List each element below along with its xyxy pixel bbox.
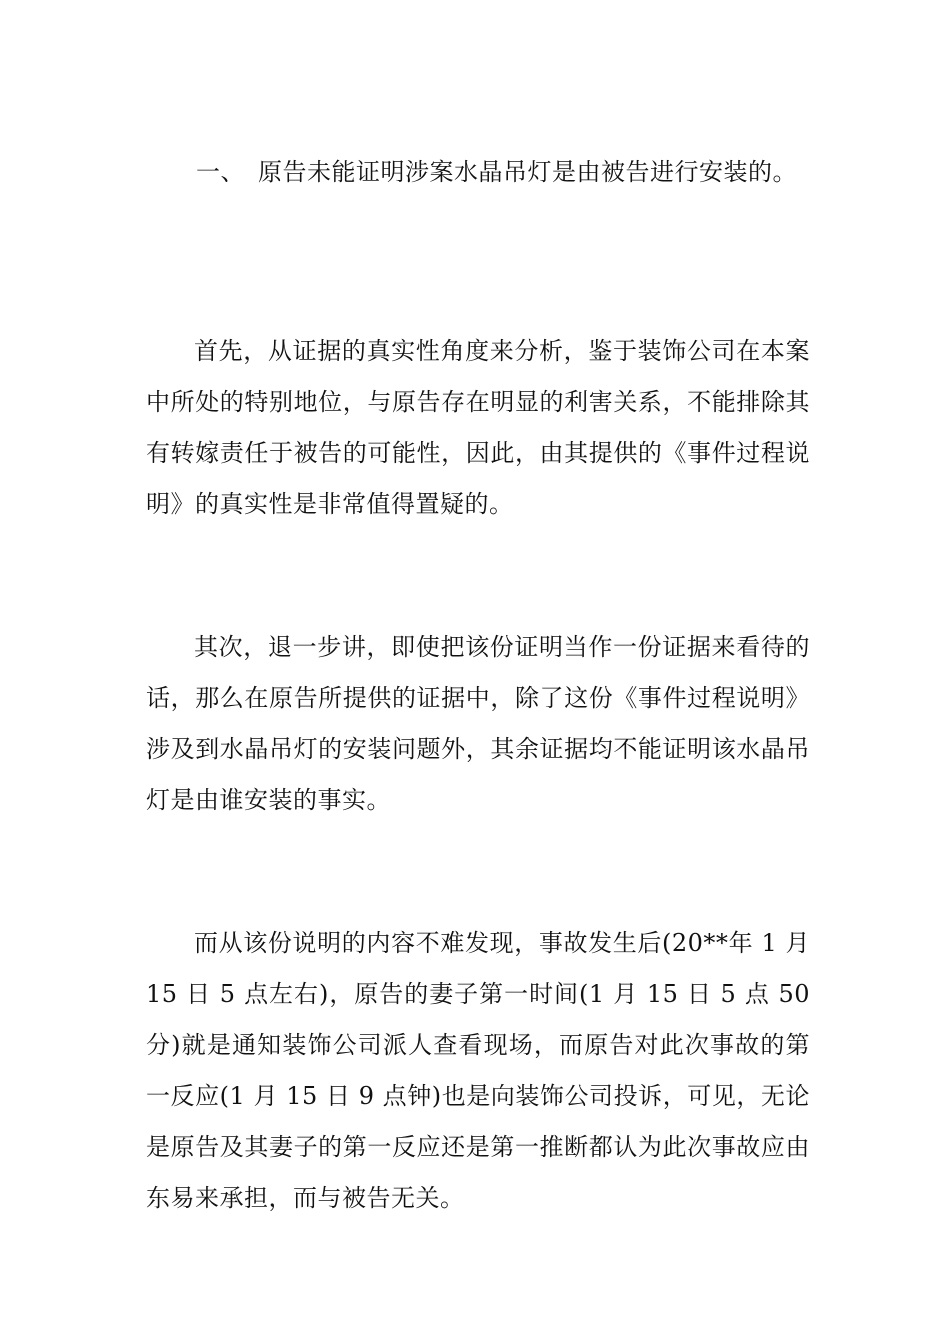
section-number: 一、: [196, 158, 245, 186]
section-heading-text: 原告未能证明涉案水晶吊灯是由被告进行安装的。: [258, 158, 797, 186]
paragraph-first: 首先，从证据的真实性角度来分析，鉴于装饰公司在本案中所处的特别地位，与原告存在明显的利害关系，不能排除其有转嫁责任于被告的可能性，因此，由其提供的《事件过程说明》的真实性是非常值得置疑的。: [146, 337, 810, 518]
paragraph-second: 其次，退一步讲，即使把该份证明当作一份证据来看待的话，那么在原告所提供的证据中，除了这份《事件过程说明》涉及到水晶吊灯的安装问题外，其余证据均不能证明该水晶吊灯是由谁安装的事实。: [146, 633, 810, 814]
section-heading: [196, 152, 836, 192]
paragraph-third: 而从该份说明的内容不难发现，事故发生后(20**年 1 月 15 日 5 点左右)，原告的妻子第一时间(1 月 15 日 5 点 50 分)就是通知装饰公司派人查看现场，而原告对此次事故的第一反应(1 月 15 日 9 点钟)也是向装饰公司投诉，可见，无论是原告及其妻子的第一反应还是第一推断都认为此次事故应由东易来承担，而与被告无关。: [146, 929, 810, 1212]
